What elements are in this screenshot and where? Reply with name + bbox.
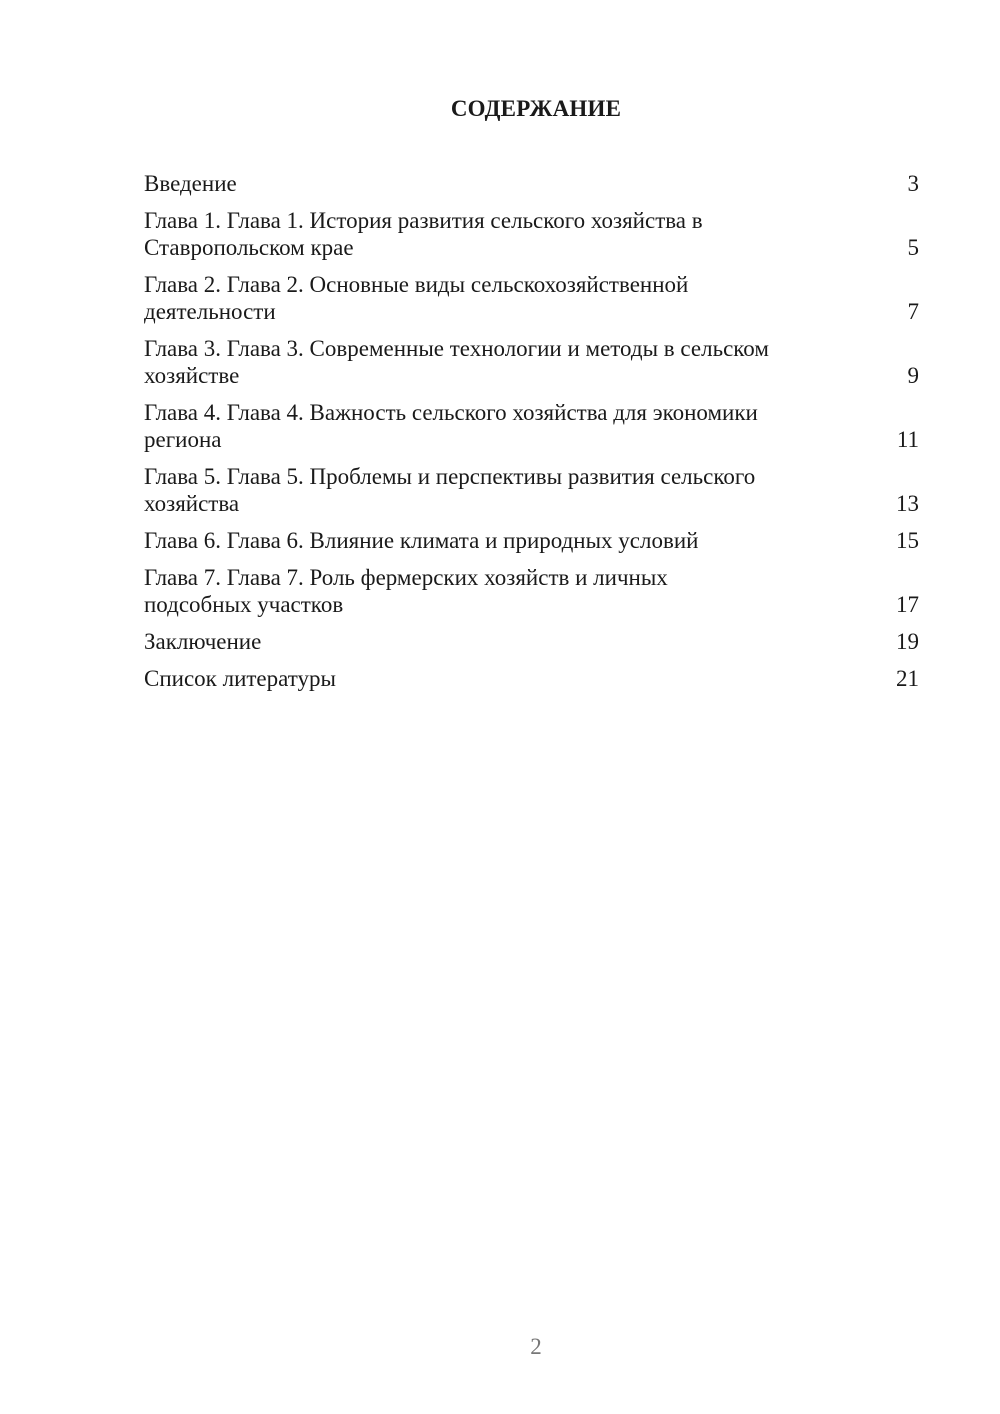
toc-entry [144,665,919,692]
toc-entry [144,527,919,554]
toc-entry-page: 17 [896,592,919,617]
toc-entry-text: Глава 3. Глава 3. Современные технологии и методы в сельском хозяйстве [144,336,769,388]
toc-entry-text: Глава 4. Глава 4. Важность сельского хозяйства для экономики региона [144,400,758,452]
toc-entry [144,271,919,325]
toc-entry [144,207,919,261]
toc-entry [144,170,919,197]
table-of-contents [144,170,919,702]
toc-entry-page: 13 [896,491,919,516]
page-number: 2 [530,1334,542,1359]
toc-entry-page: 9 [907,363,919,388]
toc-entry-page: 5 [907,235,919,260]
toc-entry [144,463,919,517]
toc-entry-text: Глава 6. Глава 6. Влияние климата и природных условий [144,528,699,553]
toc-entry [144,564,919,618]
toc-entry [144,628,919,655]
toc-entry-page: 11 [896,427,919,452]
toc-entry-page: 21 [896,666,919,691]
toc-entry-page: 7 [907,299,919,324]
toc-entry-page: 15 [896,528,919,553]
toc-entry-text: Глава 5. Глава 5. Проблемы и перспективы развития сельского хозяйства [144,464,756,516]
toc-entry-text: Глава 1. Глава 1. История развития сельского хозяйства в Ставропольском крае [144,208,703,260]
toc-entry [144,335,919,389]
page-title: СОДЕРЖАНИЕ [450,96,622,121]
toc-entry-page: 3 [907,171,919,196]
toc-entry-text: Глава 2. Глава 2. Основные виды сельскохозяйственной деятельности [144,272,689,324]
toc-entry-text: Глава 7. Глава 7. Роль фермерских хозяйств и личных подсобных участков [144,565,668,617]
toc-entry-page: 19 [896,629,919,654]
toc-entry-text: Введение [144,171,237,196]
toc-entry-text: Заключение [144,629,262,654]
toc-entry-text: Список литературы [144,666,336,691]
toc-entry [144,399,919,453]
